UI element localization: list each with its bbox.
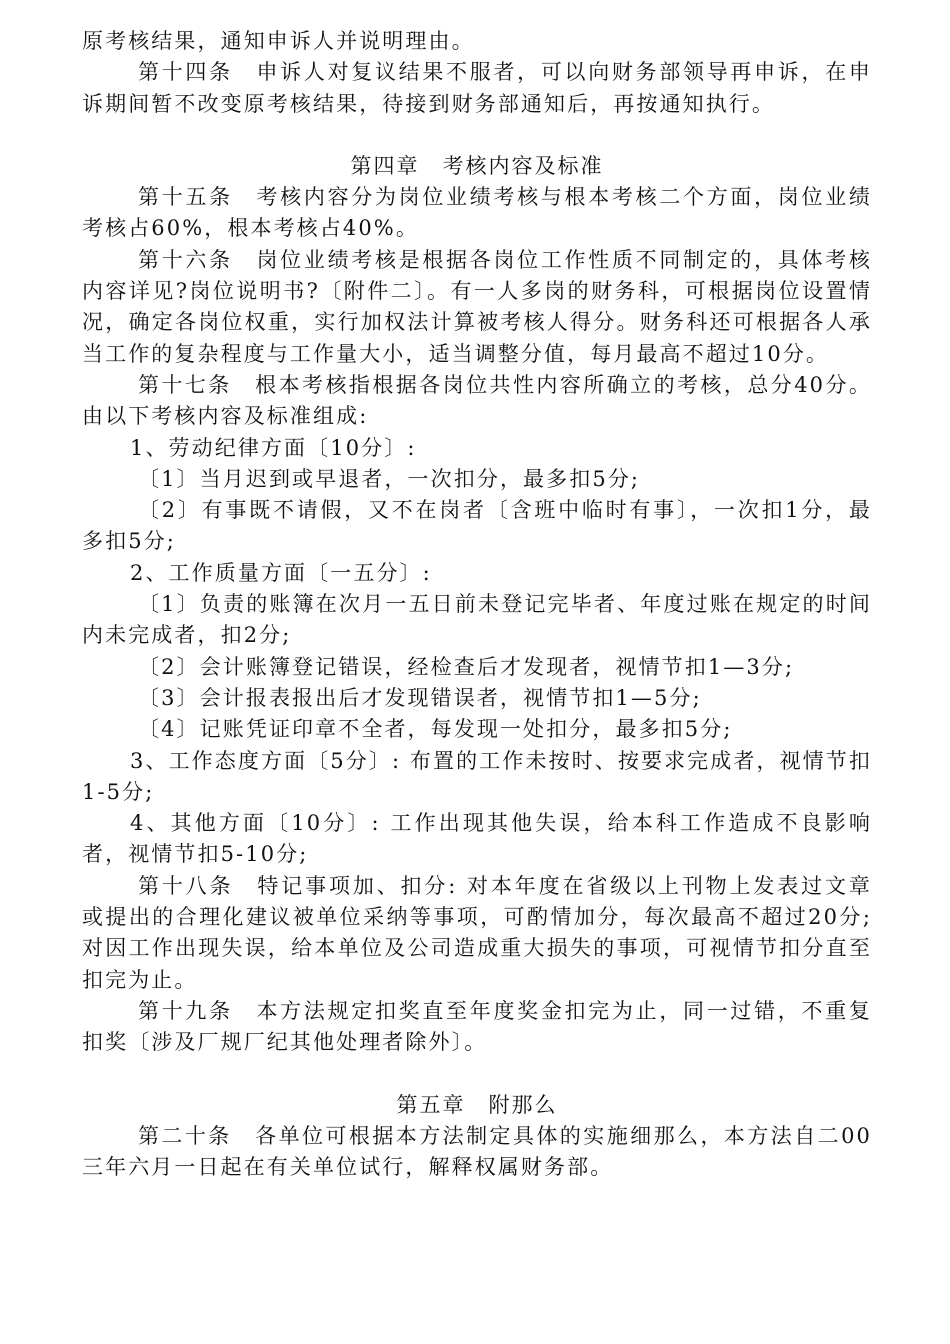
item-1-title: 1、劳动纪律方面〔10分〕: xyxy=(130,435,417,460)
item-2-4: 〔4〕记账凭证印章不全者，每发现一处扣分，最多扣5分; xyxy=(138,717,733,742)
article-19: 第十九条 本方法规定扣奖直至年度奖金扣完为止，同一过错，不重复扣奖〔涉及厂规厂纪其他处理者除外〕。 xyxy=(82,998,872,1055)
item-1-2: 〔2〕有事既不请假，又不在岗者〔含班中临时有事〕，一次扣1分，最多扣5分; xyxy=(82,498,872,554)
spacer xyxy=(82,120,872,151)
article-14: 第十四条 申诉人对复议结果不服者，可以向财务部领导再申诉，在申诉期间暂不改变原考核结果，待接到财务部通知后，再按通知执行。 xyxy=(82,60,872,116)
paragraph-continuation: 原考核结果，通知申诉人并说明理由。 xyxy=(82,29,475,53)
item-3: 3、工作态度方面〔5分〕: 布置的工作未按时、按要求完成者，视情节扣1-5分; xyxy=(82,748,872,804)
article-15: 第十五条 考核内容分为岗位业绩考核与根本考核二个方面，岗位业绩考核占60%，根本考核占40%。 xyxy=(82,185,872,241)
item-2-1: 〔1〕负责的账簿在次月一五日前未登记完毕者、年度过账在规定的时间内未完成者，扣2分; xyxy=(82,592,872,648)
item-2-3: 〔3〕会计报表报出后才发现错误者，视情节扣1—5分; xyxy=(138,685,702,710)
article-18: 第十八条 特记事项加、扣分: 对本年度在省级以上刊物上发表过文章或提出的合理化建议被单位采纳等事项，可酌情加分，每次最高不超过20分; 对因工作出现失误，给本单位及公司造成重大损失的事项，可视情节扣分直至扣完为止。 xyxy=(82,873,872,992)
document-page xyxy=(82,26,872,1183)
article-17: 第十七条 根本考核指根据各岗位共性内容所确立的考核，总分40分。由以下考核内容及标准组成: xyxy=(82,372,872,429)
chapter-5-title: 第五章 附那么 xyxy=(396,1092,558,1117)
spacer xyxy=(82,1059,872,1090)
chapter-4-title: 第四章 考核内容及标准 xyxy=(350,153,604,178)
article-20: 第二十条 各单位可根据本方法制定具体的实施细那么，本方法自二00三年六月一日起在有关单位试行，解释权属财务部。 xyxy=(82,1123,872,1180)
item-2-title: 2、工作质量方面〔一五分〕: xyxy=(130,560,432,585)
item-4: 4、其他方面〔10分〕: 工作出现其他失误，给本科工作造成不良影响者，视情节扣5-10分; xyxy=(82,811,872,867)
item-2-2: 〔2〕会计账簿登记错误，经检查后才发现者，视情节扣1—3分; xyxy=(138,654,795,679)
article-16: 第十六条 岗位业绩考核是根据各岗位工作性质不同制定的，具体考核内容详见?岗位说明书?〔附件二〕。有一人多岗的财务科，可根据岗位设置情况，确定各岗位权重，实行加权法计算被考核人得分。财务科还可根据各人承当工作的复杂程度与工作量大小，适当调整分值，每月最高不超过10分。 xyxy=(82,247,872,366)
item-1-1: 〔1〕当月迟到或早退者，一次扣分，最多扣5分; xyxy=(138,466,641,491)
